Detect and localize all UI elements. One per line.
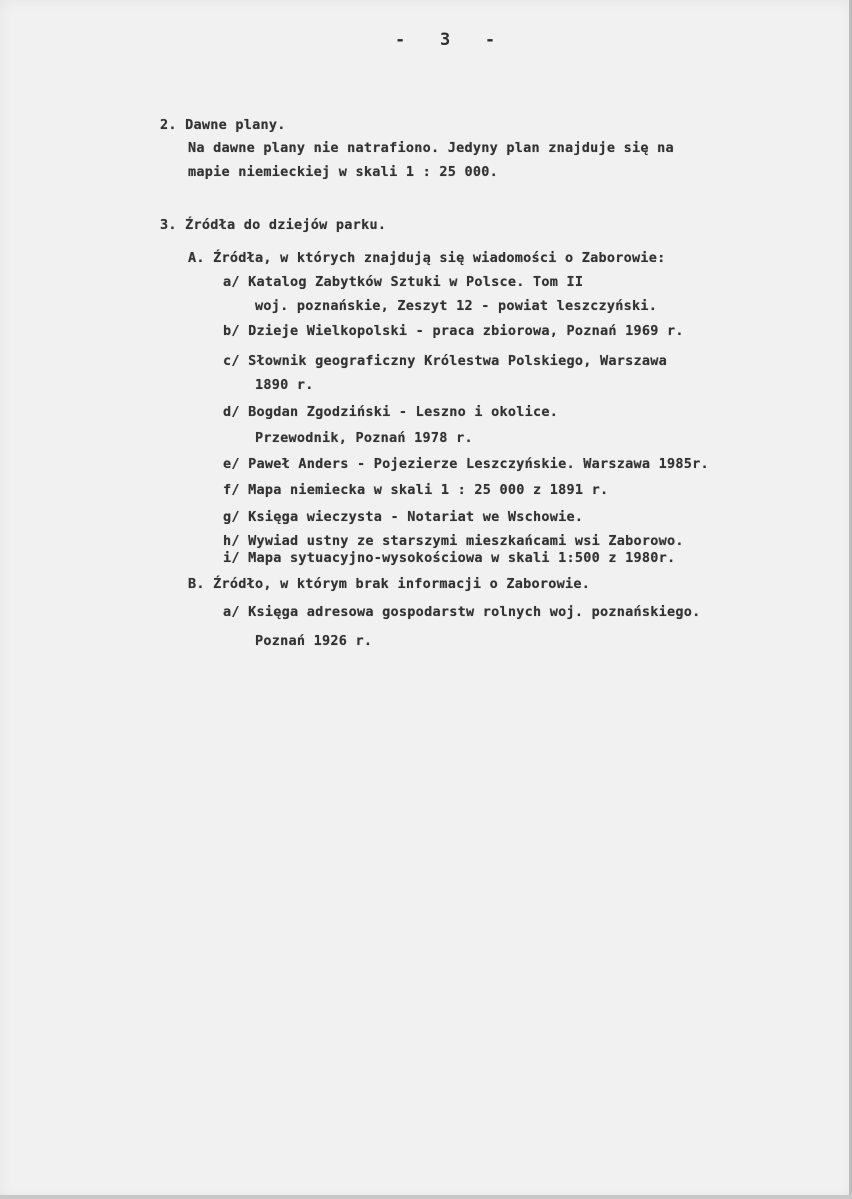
source-item: e/ Paweł Anders - Pojezierze Leszczyńskie. Warszawa 1985r. [223, 456, 709, 472]
page-number: - 3 - [395, 30, 497, 50]
source-item: h/ Wywiad ustny ze starszymi mieszkańcami wsi Zaborowo. [223, 533, 684, 549]
section-2-text-line: Na dawne plany nie natrafiono. Jedyny plan znajduje się na [188, 140, 674, 156]
page-edge [0, 1195, 852, 1199]
part-a-heading: A. Źródła, w których znajdują się wiadomości o Zaborowie: [188, 250, 666, 266]
source-item: i/ Mapa sytuacyjno-wysokościowa w skali 1:500 z 1980r. [223, 550, 676, 566]
source-item-continuation: 1890 r. [255, 377, 314, 393]
source-item: b/ Dzieje Wielkopolski - praca zbiorowa, Poznań 1969 r. [223, 323, 684, 339]
section-2-heading: 2. Dawne plany. [160, 117, 286, 133]
source-item: d/ Bogdan Zgodziński - Leszno i okolice. [223, 404, 559, 420]
source-item-continuation: Przewodnik, Poznań 1978 r. [255, 430, 473, 446]
source-item: g/ Księga wieczysta - Notariat we Wschowie. [223, 509, 584, 525]
source-item-continuation: woj. poznańskie, Zeszyt 12 - powiat leszczyński. [255, 298, 658, 314]
source-item-continuation: Poznań 1926 r. [255, 633, 373, 649]
source-item: c/ Słownik geograficzny Królestwa Polskiego, Warszawa [223, 353, 668, 369]
part-b-heading: B. Źródło, w którym brak informacji o Zaborowie. [188, 576, 591, 592]
section-3-heading: 3. Źródła do dziejów parku. [160, 217, 387, 233]
section-2-text-line: mapie niemieckiej w skali 1 : 25 000. [188, 164, 498, 180]
source-item: a/ Katalog Zabytków Sztuki w Polsce. Tom II [223, 274, 584, 290]
source-item: f/ Mapa niemiecka w skali 1 : 25 000 z 1891 r. [223, 482, 609, 498]
source-item: a/ Księga adresowa gospodarstw rolnych woj. poznańskiego. [223, 604, 701, 620]
